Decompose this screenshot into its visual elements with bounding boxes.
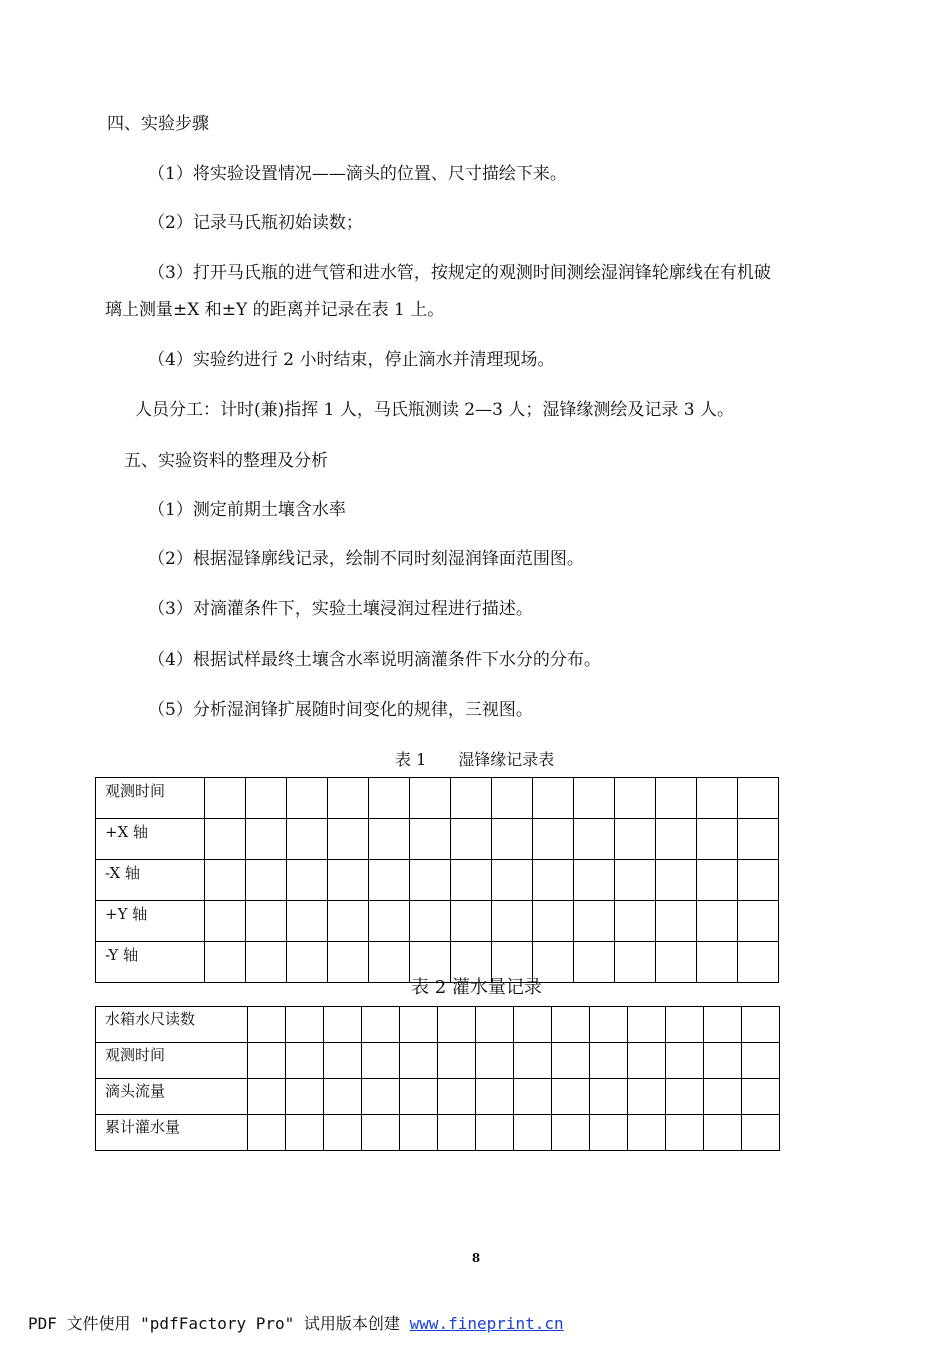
empty-cell bbox=[704, 1007, 742, 1043]
empty-cell bbox=[742, 1007, 780, 1043]
empty-cell bbox=[205, 819, 246, 860]
empty-cell bbox=[574, 942, 615, 983]
empty-cell bbox=[656, 819, 697, 860]
empty-cell bbox=[742, 1079, 780, 1115]
analysis-4: （4）根据试样最终土壤含水率说明滴灌条件下水分的分布。 bbox=[148, 650, 601, 670]
row-label: 累计灌水量 bbox=[96, 1115, 248, 1151]
empty-cell bbox=[492, 860, 533, 901]
empty-cell bbox=[533, 778, 574, 819]
empty-cell bbox=[324, 1007, 362, 1043]
empty-cell bbox=[656, 778, 697, 819]
empty-cell bbox=[451, 901, 492, 942]
empty-cell bbox=[628, 1043, 666, 1079]
empty-cell bbox=[738, 901, 779, 942]
empty-cell bbox=[324, 1079, 362, 1115]
empty-cell bbox=[369, 819, 410, 860]
empty-cell bbox=[697, 819, 738, 860]
empty-cell bbox=[666, 1043, 704, 1079]
table-1-caption: 表 1 湿锋缘记录表 bbox=[395, 750, 555, 769]
empty-cell bbox=[286, 1115, 324, 1151]
empty-cell bbox=[287, 860, 328, 901]
empty-cell bbox=[476, 1007, 514, 1043]
empty-cell bbox=[590, 1043, 628, 1079]
empty-cell bbox=[697, 901, 738, 942]
empty-cell bbox=[590, 1007, 628, 1043]
step-4: （4）实验约进行 2 小时结束，停止滴水并清理现场。 bbox=[148, 350, 555, 370]
empty-cell bbox=[742, 1043, 780, 1079]
analysis-3: （3）对滴灌条件下，实验土壤浸润过程进行描述。 bbox=[148, 599, 533, 619]
table-row bbox=[96, 778, 779, 819]
empty-cell bbox=[328, 819, 369, 860]
empty-cell bbox=[400, 1007, 438, 1043]
empty-cell bbox=[628, 1079, 666, 1115]
table-row bbox=[96, 819, 779, 860]
empty-cell bbox=[248, 1115, 286, 1151]
row-label: +X 轴 bbox=[96, 819, 205, 860]
step-3-line-1: （3）打开马氏瓶的进气管和进水管，按规定的观测时间测绘湿润锋轮廓线在有机破 bbox=[148, 263, 771, 283]
empty-cell bbox=[738, 942, 779, 983]
empty-cell bbox=[287, 819, 328, 860]
empty-cell bbox=[438, 1079, 476, 1115]
empty-cell bbox=[410, 819, 451, 860]
empty-cell bbox=[476, 1043, 514, 1079]
empty-cell bbox=[287, 778, 328, 819]
empty-cell bbox=[704, 1115, 742, 1151]
empty-cell bbox=[438, 1007, 476, 1043]
empty-cell bbox=[246, 778, 287, 819]
empty-cell bbox=[362, 1079, 400, 1115]
empty-cell bbox=[615, 778, 656, 819]
empty-cell bbox=[704, 1079, 742, 1115]
empty-cell bbox=[438, 1115, 476, 1151]
irrigation-record-table bbox=[95, 1006, 780, 1151]
empty-cell bbox=[742, 1115, 780, 1151]
empty-cell bbox=[246, 819, 287, 860]
empty-cell bbox=[656, 901, 697, 942]
analysis-2: （2）根据湿锋廓线记录，绘制不同时刻湿润锋面范围图。 bbox=[148, 549, 584, 569]
table-row bbox=[96, 1079, 780, 1115]
row-label: 水箱水尺读数 bbox=[96, 1007, 248, 1043]
empty-cell bbox=[324, 1115, 362, 1151]
empty-cell bbox=[248, 1007, 286, 1043]
empty-cell bbox=[590, 1079, 628, 1115]
row-label: 观测时间 bbox=[96, 778, 205, 819]
analysis-1: （1）测定前期土壤含水率 bbox=[148, 500, 346, 520]
empty-cell bbox=[410, 901, 451, 942]
empty-cell bbox=[287, 901, 328, 942]
empty-cell bbox=[697, 860, 738, 901]
empty-cell bbox=[656, 942, 697, 983]
empty-cell bbox=[533, 901, 574, 942]
empty-cell bbox=[574, 860, 615, 901]
empty-cell bbox=[362, 1115, 400, 1151]
empty-cell bbox=[205, 860, 246, 901]
empty-cell bbox=[492, 819, 533, 860]
empty-cell bbox=[328, 901, 369, 942]
row-label: -Y 轴 bbox=[96, 942, 205, 983]
empty-cell bbox=[400, 1043, 438, 1079]
wetting-front-table bbox=[95, 777, 779, 983]
empty-cell bbox=[451, 819, 492, 860]
empty-cell bbox=[246, 942, 287, 983]
empty-cell bbox=[514, 1079, 552, 1115]
empty-cell bbox=[451, 778, 492, 819]
table-row bbox=[96, 1115, 780, 1151]
empty-cell bbox=[286, 1079, 324, 1115]
empty-cell bbox=[574, 901, 615, 942]
empty-cell bbox=[369, 901, 410, 942]
empty-cell bbox=[362, 1007, 400, 1043]
empty-cell bbox=[574, 819, 615, 860]
empty-cell bbox=[615, 901, 656, 942]
empty-cell bbox=[697, 942, 738, 983]
footer-link[interactable]: www.fineprint.cn bbox=[409, 1314, 564, 1333]
table-row bbox=[96, 1043, 780, 1079]
empty-cell bbox=[628, 1115, 666, 1151]
empty-cell bbox=[287, 942, 328, 983]
empty-cell bbox=[615, 860, 656, 901]
table-row bbox=[96, 1007, 780, 1043]
page-number: 8 bbox=[471, 1251, 481, 1265]
empty-cell bbox=[248, 1043, 286, 1079]
empty-cell bbox=[533, 860, 574, 901]
table-row bbox=[96, 901, 779, 942]
pdf-footer bbox=[28, 1311, 564, 1334]
empty-cell bbox=[438, 1043, 476, 1079]
empty-cell bbox=[574, 778, 615, 819]
step-1: （1）将实验设置情况——滴头的位置、尺寸描绘下来。 bbox=[148, 164, 567, 184]
empty-cell bbox=[476, 1115, 514, 1151]
table-2-caption: 表 2 灌水量记录 bbox=[411, 977, 542, 998]
footer-text: PDF 文件使用 "pdfFactory Pro" 试用版本创建 bbox=[28, 1314, 410, 1333]
analysis-heading: 五、实验资料的整理及分析 bbox=[124, 451, 328, 471]
step-3-line-2: 璃上测量±X 和±Y 的距离并记录在表 1 上。 bbox=[105, 300, 445, 320]
empty-cell bbox=[738, 819, 779, 860]
empty-cell bbox=[704, 1043, 742, 1079]
empty-cell bbox=[246, 860, 287, 901]
empty-cell bbox=[666, 1079, 704, 1115]
empty-cell bbox=[738, 860, 779, 901]
empty-cell bbox=[451, 860, 492, 901]
empty-cell bbox=[328, 860, 369, 901]
row-label: -X 轴 bbox=[96, 860, 205, 901]
row-label: 观测时间 bbox=[96, 1043, 248, 1079]
step-2: （2）记录马氏瓶初始读数； bbox=[148, 213, 363, 233]
empty-cell bbox=[286, 1043, 324, 1079]
empty-cell bbox=[738, 778, 779, 819]
empty-cell bbox=[514, 1115, 552, 1151]
analysis-5: （5）分析湿润锋扩展随时间变化的规律，三视图。 bbox=[148, 700, 533, 720]
empty-cell bbox=[492, 901, 533, 942]
empty-cell bbox=[362, 1043, 400, 1079]
empty-cell bbox=[410, 778, 451, 819]
empty-cell bbox=[410, 860, 451, 901]
empty-cell bbox=[248, 1079, 286, 1115]
empty-cell bbox=[552, 1007, 590, 1043]
empty-cell bbox=[205, 942, 246, 983]
empty-cell bbox=[328, 778, 369, 819]
empty-cell bbox=[205, 778, 246, 819]
empty-cell bbox=[697, 778, 738, 819]
empty-cell bbox=[369, 778, 410, 819]
empty-cell bbox=[552, 1043, 590, 1079]
empty-cell bbox=[615, 819, 656, 860]
empty-cell bbox=[514, 1043, 552, 1079]
empty-cell bbox=[246, 901, 287, 942]
empty-cell bbox=[286, 1007, 324, 1043]
empty-cell bbox=[628, 1007, 666, 1043]
empty-cell bbox=[656, 860, 697, 901]
empty-cell bbox=[615, 942, 656, 983]
empty-cell bbox=[205, 901, 246, 942]
empty-cell bbox=[666, 1007, 704, 1043]
empty-cell bbox=[492, 778, 533, 819]
row-label: +Y 轴 bbox=[96, 901, 205, 942]
empty-cell bbox=[533, 819, 574, 860]
empty-cell bbox=[400, 1115, 438, 1151]
empty-cell bbox=[590, 1115, 628, 1151]
empty-cell bbox=[552, 1079, 590, 1115]
row-label: 滴头流量 bbox=[96, 1079, 248, 1115]
steps-heading: 四、实验步骤 bbox=[107, 114, 209, 134]
empty-cell bbox=[328, 942, 369, 983]
empty-cell bbox=[552, 1115, 590, 1151]
empty-cell bbox=[400, 1079, 438, 1115]
empty-cell bbox=[666, 1115, 704, 1151]
staffing-note: 人员分工：计时(兼)指挥 1 人，马氏瓶测读 2—3 人；湿锋缘测绘及记录 3 人。 bbox=[135, 400, 734, 420]
empty-cell bbox=[514, 1007, 552, 1043]
empty-cell bbox=[324, 1043, 362, 1079]
table-row bbox=[96, 860, 779, 901]
empty-cell bbox=[369, 860, 410, 901]
empty-cell bbox=[369, 942, 410, 983]
empty-cell bbox=[476, 1079, 514, 1115]
